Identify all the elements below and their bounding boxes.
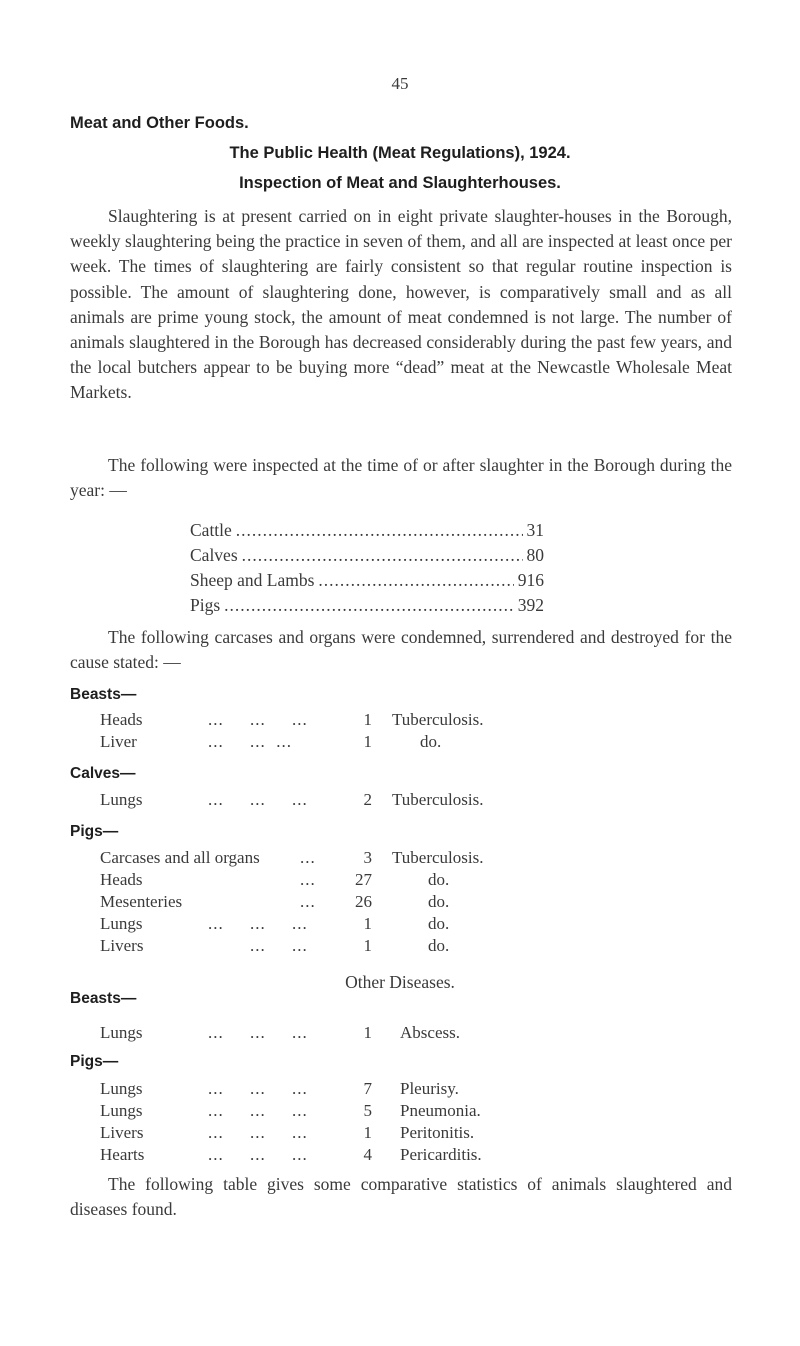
leader-ellipsis: ...	[300, 848, 316, 867]
item-name: Lungs	[100, 914, 143, 933]
item-cause: do.	[428, 870, 450, 889]
item-name: Lungs	[100, 1101, 143, 1120]
item-name: Heads	[100, 710, 143, 729]
item-name: Lungs	[100, 1079, 143, 1098]
item-count: 1	[363, 1123, 372, 1142]
leader-ellipsis: ... ... ...	[208, 1079, 308, 1098]
inspection-heading: Inspection of Meat and Slaughterhouses.	[239, 174, 561, 192]
item-count: 1	[363, 732, 372, 751]
item-name: Mesenteries	[100, 892, 183, 911]
other-diseases-heading: Other Diseases.	[345, 972, 455, 992]
leader-dots	[242, 545, 523, 566]
item-count: 26	[355, 892, 372, 911]
item-cause: Tuberculosis.	[392, 790, 484, 809]
item-name: Heads	[100, 870, 143, 889]
leader-ellipsis: ... ...	[250, 936, 308, 955]
item-cause: do.	[428, 892, 450, 911]
item-count: 5	[363, 1101, 372, 1120]
item-name: Lungs	[100, 1023, 143, 1042]
group-heading-pigs-other: Pigs—	[70, 1053, 119, 1070]
condemned-row	[100, 870, 580, 892]
condemned-row	[100, 892, 580, 914]
group-heading-beasts: Beasts—	[70, 686, 137, 703]
inspected-count: 80	[526, 545, 544, 565]
item-cause: do.	[420, 732, 442, 751]
leader-ellipsis: ... ... ...	[208, 790, 308, 809]
item-name: Lungs	[100, 790, 143, 809]
inspected-label: Sheep and Lambs	[190, 570, 315, 590]
item-cause: Peritonitis.	[400, 1123, 475, 1142]
inspected-row-sheep-and-lambs	[190, 570, 544, 591]
item-cause: Pneumonia.	[400, 1101, 481, 1120]
leader-ellipsis: ... ... ...	[208, 1145, 308, 1164]
section-heading-meat-and-other-foods: Meat and Other Foods.	[70, 114, 249, 132]
leader-ellipsis: ... ... ...	[208, 732, 292, 751]
leader-ellipsis: ...	[300, 892, 316, 911]
item-name: Livers	[100, 936, 144, 955]
leader-ellipsis: ... ... ...	[208, 1023, 308, 1042]
item-count: 7	[363, 1079, 372, 1098]
item-count: 1	[363, 1023, 372, 1042]
inspected-label: Pigs	[190, 595, 221, 615]
inspected-intro-paragraph: The following were inspected at the time of or after slaughter in the Borough during the year: —	[70, 455, 732, 501]
leader-dots	[318, 570, 513, 591]
item-name: Liver	[100, 732, 137, 751]
item-cause: Pericarditis.	[400, 1145, 482, 1164]
leader-ellipsis: ...	[300, 870, 316, 889]
condemned-row	[100, 848, 580, 870]
inspected-label: Cattle	[190, 520, 232, 540]
leader-ellipsis: ... ... ...	[208, 710, 308, 729]
item-cause: Pleurisy.	[400, 1079, 459, 1098]
item-cause: Tuberculosis.	[392, 710, 484, 729]
item-count: 1	[363, 914, 372, 933]
item-cause: Abscess.	[400, 1023, 460, 1042]
item-name: Carcases and all organs	[100, 848, 260, 867]
inspected-row-cattle	[190, 520, 544, 541]
item-count: 3	[363, 848, 372, 867]
leader-ellipsis: ... ... ...	[208, 914, 308, 933]
condemned-row	[100, 710, 560, 732]
inspected-count: 916	[517, 570, 544, 590]
condemned-intro-paragraph: The following carcases and organs were condemned, surrendered and destroyed for the cause stated: —	[70, 627, 732, 673]
item-cause: Tuberculosis.	[392, 848, 484, 867]
inspected-row-calves	[190, 545, 544, 566]
condemned-row	[100, 1079, 580, 1101]
condemned-row	[100, 914, 580, 936]
table-intro-paragraph: The following table gives some comparative statistics of animals slaughtered and diseases found.	[70, 1174, 732, 1220]
item-cause: do.	[428, 936, 450, 955]
item-count: 27	[355, 870, 372, 889]
group-heading-beasts-other: Beasts—	[70, 990, 137, 1007]
leader-dots	[224, 595, 514, 616]
leader-dots	[236, 520, 523, 541]
item-count: 1	[363, 936, 372, 955]
regulations-heading: The Public Health (Meat Regulations), 1924.	[229, 144, 571, 162]
inspected-label: Calves	[190, 545, 238, 565]
inspected-row-pigs	[190, 595, 544, 616]
intro-paragraph: Slaughtering is at present carried on in eight private slaughter-houses in the Borough, weekly slaughtering being the practice in seven of them, and all are inspected at least once per week. The times of slaughtering are fairly consistent so that regular routine inspection is possible. The amount of slaughtering done, however, is comparatively small and as all animals are prime young stock, the amount of meat condemned is not large. The number of animals slaughtered in the Borough has decreased considerably during the past few years, and the local butchers appear to be buying more “dead” meat at the Newcastle Wholesale Meat Markets.	[70, 206, 732, 403]
item-count: 4	[363, 1145, 372, 1164]
page-number: 45	[391, 74, 409, 93]
condemned-row	[100, 1101, 580, 1123]
leader-ellipsis: ... ... ...	[208, 1101, 308, 1120]
condemned-row	[100, 1123, 580, 1145]
condemned-row	[100, 732, 560, 754]
item-name: Livers	[100, 1123, 144, 1142]
leader-ellipsis: ... ... ...	[208, 1123, 308, 1142]
group-heading-calves: Calves—	[70, 765, 136, 782]
inspected-count: 31	[526, 520, 544, 540]
item-cause: do.	[428, 914, 450, 933]
condemned-row	[100, 1145, 580, 1167]
item-count: 2	[363, 790, 372, 809]
inspected-count: 392	[517, 595, 544, 615]
item-count: 1	[363, 710, 372, 729]
condemned-row	[100, 790, 560, 812]
item-name: Hearts	[100, 1145, 145, 1164]
condemned-row	[100, 1023, 560, 1045]
group-heading-pigs: Pigs—	[70, 823, 119, 840]
condemned-row	[100, 936, 580, 958]
